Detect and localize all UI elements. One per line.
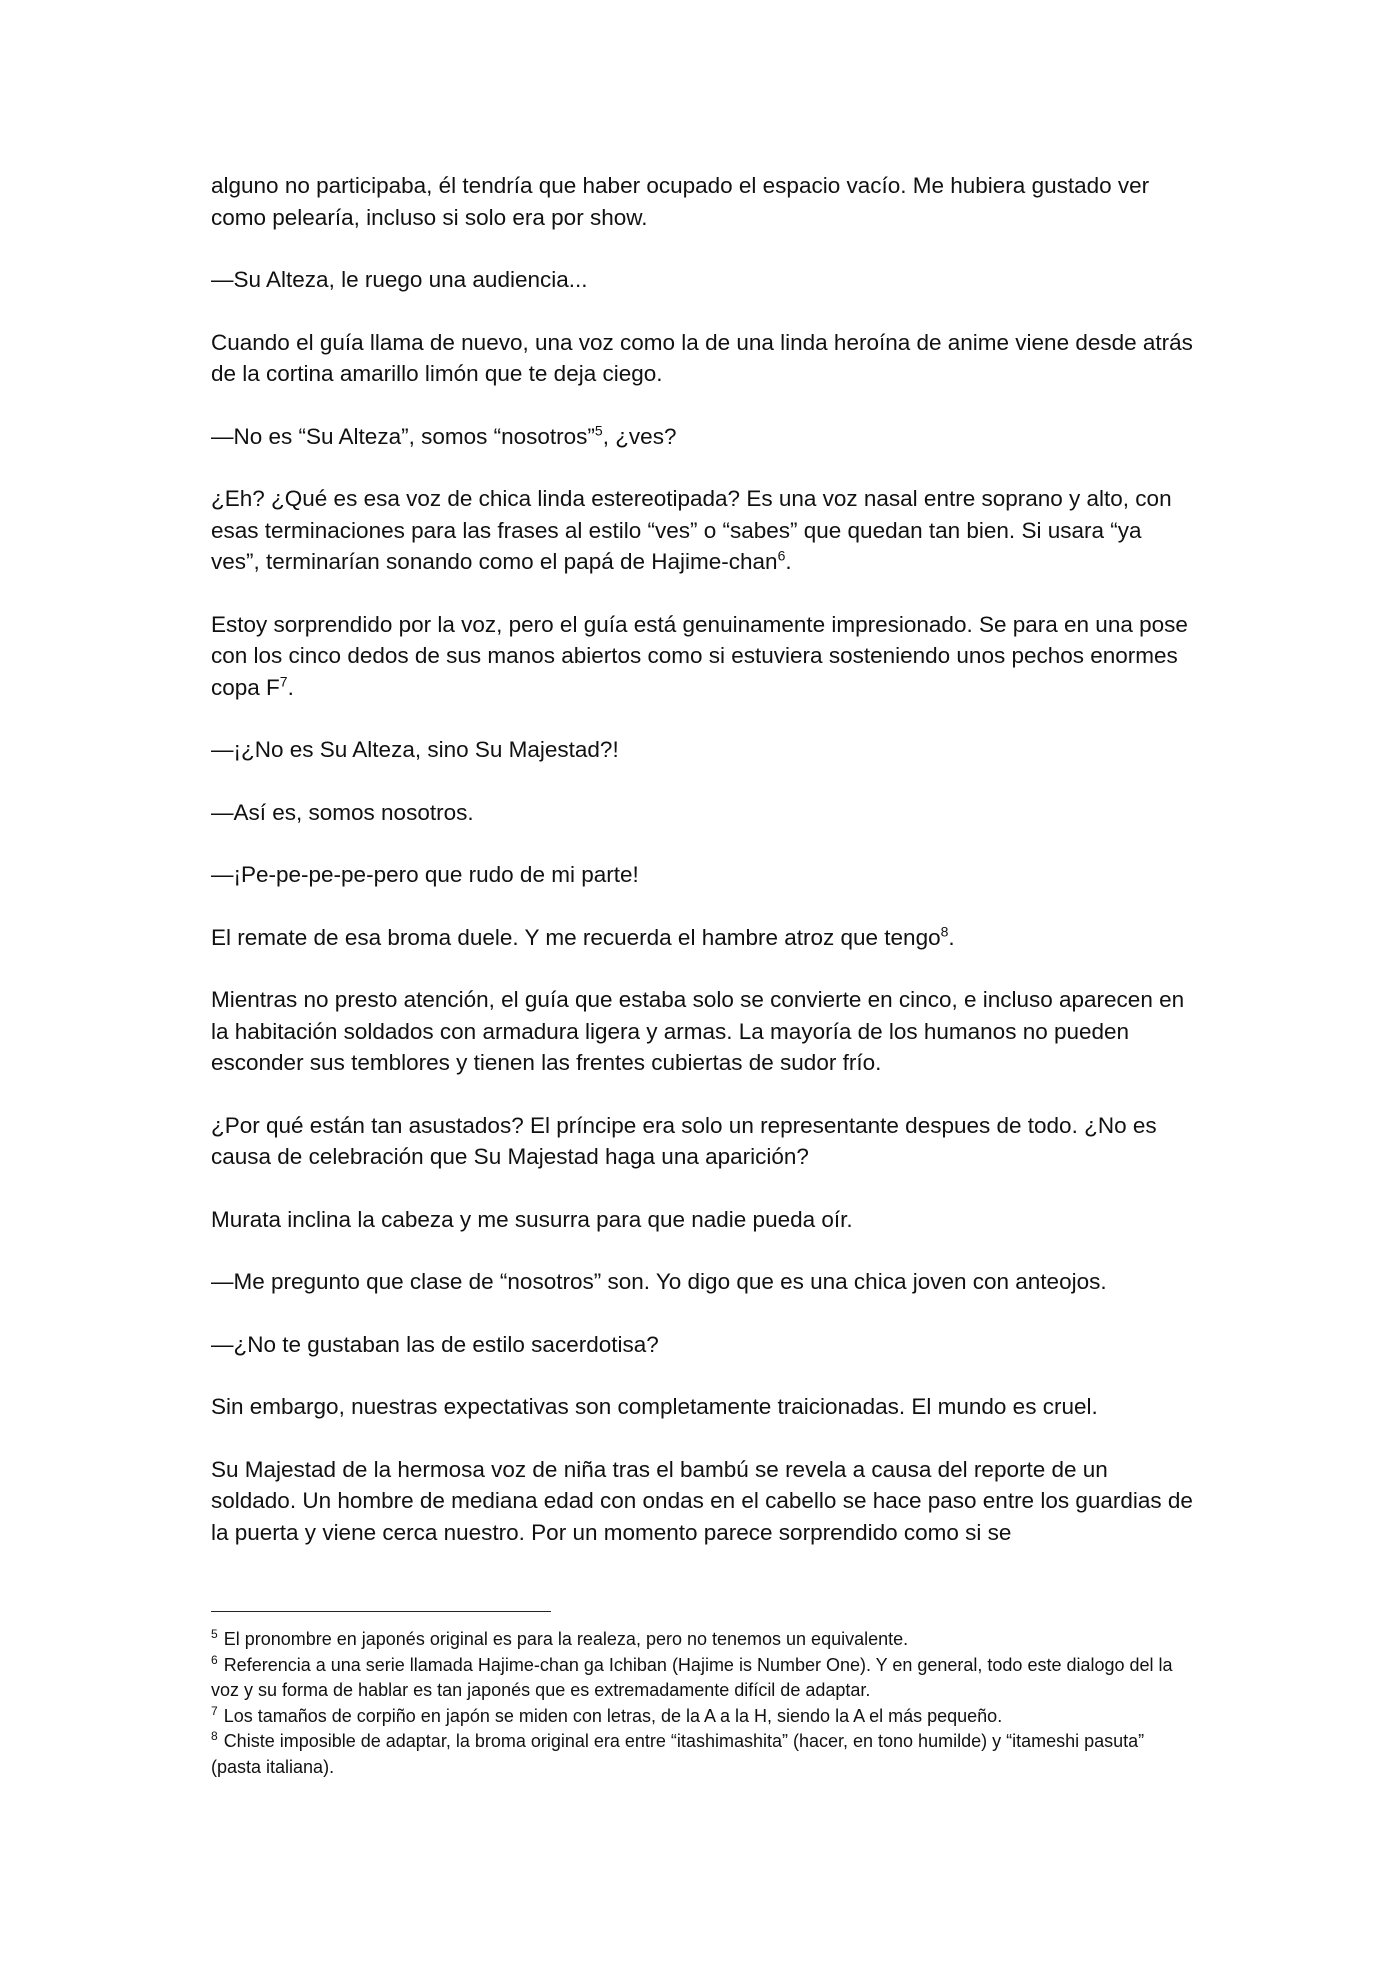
- paragraph: alguno no participaba, él tendría que haber ocupado el espacio vacío. Me hubiera gustado ver como pelearía, incluso si solo era por show.: [211, 173, 1150, 230]
- footnote-ref: 7: [279, 673, 288, 689]
- footnote: [211, 1729, 1193, 1780]
- footnote-number: 5: [211, 1627, 218, 1641]
- footnote-text: Referencia a una serie llamada Hajime-chan ga Ichiban (Hajime is Number One). Y en general, todo este dialogo del la voz y su forma de hablar es tan japonés que es extremadamente difícil de adaptar.: [211, 1654, 1173, 1700]
- paragraph: —¡¿No es Su Alteza, sino Su Majestad?!: [211, 737, 619, 762]
- paragraph: Murata inclina la cabeza y me susurra para que nadie pueda oír.: [211, 1206, 853, 1232]
- paragraph: —Así es, somos nosotros.: [211, 799, 474, 825]
- paragraph: —No es “Su Alteza”, somos “nosotros”$^5$, ¿ves?: [211, 422, 677, 449]
- paragraph: —¿No te gustaban las de estilo sacerdotisa?: [211, 1331, 659, 1357]
- footnote-ref: 6: [777, 547, 786, 564]
- footnote: [211, 1704, 1193, 1730]
- paragraph: Estoy sorprendido por la voz, pero el guía está genuinamente impresionado. Se para en una pose con los cinco dedos de sus manos abiertos como si estuviera sosteniendo unos pechos enormes copa $F^7$.: [211, 611, 1188, 700]
- footnote-number: 6: [211, 1652, 218, 1667]
- footnote: [211, 1653, 1193, 1704]
- footnotes: [211, 1627, 1193, 1780]
- paragraph: —¡Pe-pe-pe-pe-pero que rudo de mi parte!: [211, 862, 639, 887]
- paragraph: —Me pregunto que clase de “nosotros” son. Yo digo que es una chica joven con anteojos.: [211, 1269, 1107, 1294]
- document-body: [211, 170, 1193, 1579]
- paragraph: ¿Por qué están tan asustados? El príncipe era solo un representante despues de todo. ¿No es causa de celebración que Su Majestad haga una aparición?: [211, 1112, 1157, 1169]
- footnote-ref: 5: [594, 422, 603, 438]
- footnote: [211, 1627, 1193, 1653]
- paragraph: El remate de esa broma duele. Y me recuerda el hambre atroz que tengo$^8$.: [211, 923, 955, 950]
- footnote-separator: [211, 1611, 551, 1612]
- paragraph: Sin embargo, nuestras expectativas son completamente traicionadas. El mundo es cruel.: [211, 1394, 1098, 1419]
- paragraph: Su Majestad de la hermosa voz de niña tras el bambú se revela a causa del reporte de un soldado. Un hombre de mediana edad con ondas en el cabello se hace paso entre los guardias de la puerta y viene cerca nuestro. Por un momento parece sorprendido como si se: [211, 1456, 1193, 1545]
- paragraph: Mientras no presto atención, el guía que estaba solo se convierte en cinco, e incluso aparecen en la habitación soldados con armadura ligera y armas. La mayoría de los humanos no pueden esconder sus temblores y tienen las frentes cubiertas de sudor frío.: [211, 987, 1185, 1075]
- footnote-number: 7: [211, 1703, 218, 1718]
- paragraph: Cuando el guía llama de nuevo, una voz como la de una linda heroína de anime viene desde atrás de la cortina amarillo limón que te deja ciego.: [211, 329, 1193, 386]
- footnote-ref: 8: [940, 923, 949, 939]
- footnote-text: El pronombre en japonés original es para la realeza, pero no tenemos un equivalente.: [223, 1629, 909, 1649]
- footnote-text: Chiste imposible de adaptar, la broma original era entre “itashimashita” (hacer, en tono humilde) y “itameshi pasuta” (pasta italiana).: [211, 1731, 1145, 1777]
- paragraph: ¿Eh? ¿Qué es esa voz de chica linda estereotipada? Es una voz nasal entre soprano y alto, con esas terminaciones para las frases al estilo “ves” o “sabes” que quedan tan bien. Si usara “ya ves”, terminarían sonando como el papá de Hajime-chan$^6$.: [211, 486, 1172, 574]
- paragraph: —Su Alteza, le ruego una audiencia...: [211, 267, 588, 292]
- footnote-number: 8: [211, 1729, 218, 1743]
- footnote-text: Los tamaños de corpiño en japón se miden con letras, de la A a la H, siendo la A el más pequeño.: [223, 1705, 1003, 1726]
